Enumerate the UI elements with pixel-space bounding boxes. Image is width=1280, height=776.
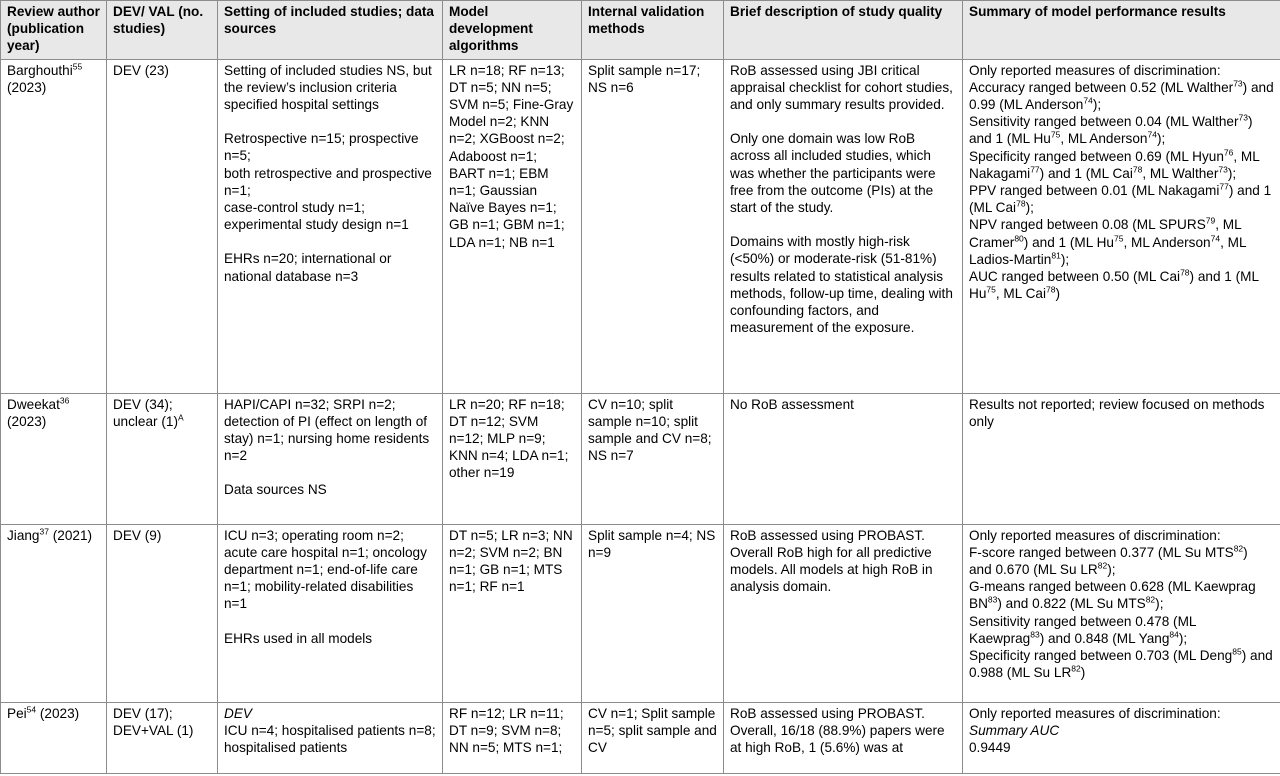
header-quality: Brief description of study quality [724,1,963,60]
dev-val-cell [107,393,218,524]
setting-cell [218,59,443,393]
setting-text: Setting of included studies NS, but the review’s inclusion criteria specified hospital settings [224,62,432,113]
setting-text: experimental study design n=1 [224,217,409,233]
performance-value: 0.9449 [969,740,1011,756]
quality-cell: RoB assessed using PROBAST. Overall RoB high for all predictive models. All models at high RoB in analysis domain. [724,524,963,702]
performance-line: Sensitivity ranged between 0.478 (ML Kaewprag$^{83}$) and 0.848 (ML Yang$^{84}$); [969,613,1196,646]
performance-intro: Only reported measures of discrimination: [969,62,1221,78]
author-ref: 36 [59,395,70,406]
author-name: Jiang [7,527,40,543]
performance-line: Accuracy ranged between 0.52 (ML Walther$^{73}$) and 0.99 (ML Anderson$^{74}$); [969,78,1274,113]
validation-cell: CV n=10; split sample n=10; split sample and CV n=8; NS n=7 [582,393,724,524]
setting-cell [218,702,443,773]
performance-cell [963,702,1280,773]
setting-cell [218,393,443,524]
setting-text: ICU n=3; operating room n=2; acute care hospital n=1; oncology department n=1; end-of-life care n=1; mobility-related disabilities n=1 [224,527,427,612]
dev-val-text: unclear (1) [113,413,178,429]
dev-val-text: DEV (9) [113,527,162,543]
dev-val-text: DEV (34); [113,396,173,412]
performance-cell [963,59,1280,393]
header-setting: Setting of included studies; data sources [218,1,443,60]
dev-val-text: DEV (17); [113,705,173,721]
setting-cell [218,524,443,702]
author-name: Dweekat [7,396,60,412]
setting-text: Retrospective n=15; prospective n=5; [224,131,419,164]
author-year: (2023) [7,413,47,429]
performance-intro: Only reported measures of discrimination: [969,527,1221,543]
header-row [1,1,1280,60]
author-year: (2021) [52,527,93,543]
algorithms-cell: RF n=12; LR n=11; DT n=9; SVM n=8; NN n=5; MTS n=1; [443,702,582,773]
header-performance: Summary of model performance results [963,1,1280,60]
setting-text: ICU n=4; hospitalised patients n=8; hospitalised patients [224,722,436,756]
author-name: Pei [7,705,27,721]
table-row [1,59,1280,393]
author-cell [1,524,107,702]
header-algorithms: Model development algorithms [443,1,582,60]
validation-cell: CV n=1; Split sample n=5; split sample and CV [582,702,724,773]
quality-text: RoB assessed using JBI critical appraisal checklist for cohort studies, and only summary results provided. [730,62,953,113]
quality-cell [724,59,963,393]
performance-line: AUC ranged between 0.50 (ML Cai$^{78}$) and 1 (ML Hu$^{75}$, ML Cai$^{78}$) [969,267,1259,302]
dev-val-cell [107,59,218,393]
dev-val-text: DEV+VAL (1) [113,722,194,738]
setting-text: EHRs n=20; international or national database n=3 [224,251,392,284]
performance-cell [963,524,1280,702]
header-dev-val: DEV/ VAL (no. studies) [107,1,218,60]
performance-line: Sensitivity ranged between 0.04 (ML Walther$^{73}$) and 1 (ML Hu$^{75}$, ML Anderson$^{74}$); [969,112,1253,147]
algorithms-cell: DT n=5; LR n=3; NN n=2; SVM n=2; BN n=1; GB n=1; MTS n=1; RF n=1 [443,524,582,702]
performance-line: NPV ranged between 0.08 (ML SPURS$^{79}$, ML Cramer$^{80}$) and 1 (ML Hu$^{75}$, ML Anderson$^{74}$, ML Ladios-Martin$^{81}$); [969,215,1246,267]
author-name: Barghouthi [7,62,73,78]
table-row [1,393,1280,524]
author-year: (2023) [7,79,47,95]
quality-cell: No RoB assessment [724,393,963,524]
performance-line: G-means ranged between 0.628 (ML Kaewprag BN$^{83}$) and 0.822 (ML Su MTS$^{82}$); [969,579,1256,612]
author-cell [1,702,107,773]
performance-line: PPV ranged between 0.01 (ML Nakagami$^{77}$) and 1 (ML Cai$^{78}$); [969,181,1272,216]
performance-line: Specificity ranged between 0.703 (ML Deng$^{85}$) and 0.988 (ML Su LR$^{82}$) [969,646,1273,681]
setting-text: HAPI/CAPI n=32; SRPI n=2; detection of PI (effect on length of stay) n=1; nursing home residents n=2 [224,396,430,464]
author-year: (2023) [39,705,80,721]
quality-cell: RoB assessed using PROBAST. Overall, 16/18 (88.9%) papers were at high RoB, 1 (5.6%) was at [724,702,963,773]
author-cell [1,393,107,524]
algorithms-cell: LR n=18; RF n=13; DT n=5; NN n=5; SVM n=5; Fine-Gray Model n=2; KNN n=2; XGBoost n=2; Adaboost n=1; BART n=1; EBM n=1; Gaussian Naïve Bayes n=1; GB n=1; GBM n=1; LDA n=1; NB n=1 [443,59,582,393]
setting-text: both retrospective and prospective n=1; [224,165,432,198]
setting-subheading: DEV [224,705,252,721]
performance-subheading: Summary AUC [969,722,1060,738]
setting-text: Data sources NS [224,482,327,498]
quality-text: Only one domain was low RoB across all included studies, which was whether the participants were free from the outcome (PIs) at the start of the study. [730,131,936,216]
performance-line: Specificity ranged between 0.69 (ML Hyun$^{76}$, ML Nakagami$^{77}$) and 1 (ML Cai$^{78}$, ML Walther$^{73}$); [969,147,1260,181]
header-author: Review author (publication year) [1,1,107,60]
header-validation: Internal validation methods [582,1,724,60]
author-ref: 54 [26,704,37,715]
performance-intro: Only reported measures of discrimination: [969,705,1221,721]
performance-cell: Results not reported; review focused on methods only [963,393,1280,524]
algorithms-cell: LR n=20; RF n=18; DT n=12; SVM n=12; MLP n=9; KNN n=4; LDA n=1; other n=19 [443,393,582,524]
table-row [1,702,1280,773]
dev-val-text: DEV (23) [113,62,169,78]
performance-line: F-score ranged between 0.377 (ML Su MTS$^{82}$) and 0.670 (ML Su LR$^{82}$); [969,543,1248,578]
dev-val-cell [107,524,218,702]
validation-cell: Split sample n=17; NS n=6 [582,59,724,393]
validation-cell: Split sample n=4; NS n=9 [582,524,724,702]
footnote-marker: A [177,412,184,423]
table-row [1,524,1280,702]
dev-val-cell [107,702,218,773]
author-ref: 55 [72,61,83,72]
setting-text: EHRs used in all models [224,630,373,646]
author-cell [1,59,107,393]
author-ref: 37 [39,526,49,537]
quality-text: Domains with mostly high-risk (<50%) or moderate-risk (51-81%) results related to statistical analysis methods, follow-up time, dealing with confounding factors, and measurement of the exposure. [730,234,953,336]
setting-text: case-control study n=1; [224,200,365,216]
